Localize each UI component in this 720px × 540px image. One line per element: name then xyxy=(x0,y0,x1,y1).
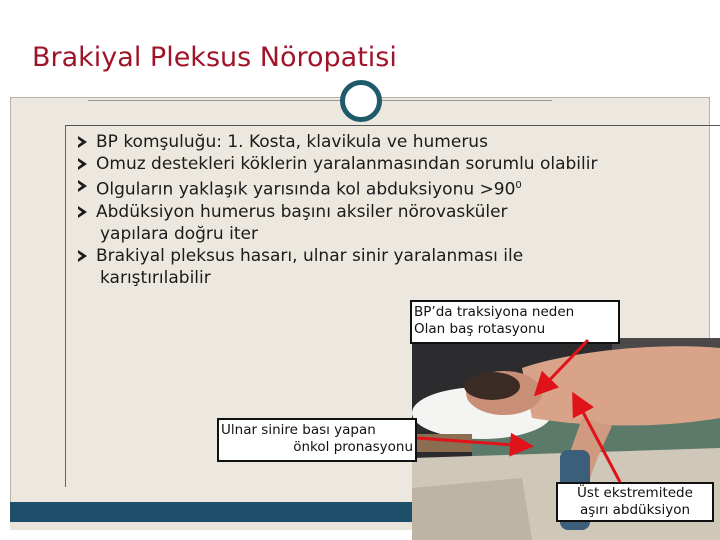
degree-superscript: 0 xyxy=(515,180,522,191)
bullet-item xyxy=(78,153,597,175)
slide-title: Brakiyal Pleksus Nöropatisi xyxy=(32,42,397,73)
bullet-item xyxy=(78,175,597,201)
bullet-item xyxy=(78,201,597,245)
traction-label xyxy=(410,300,620,344)
abduction-label-line2: aşırı abdüksiyon xyxy=(579,502,691,518)
title-circle-ornament xyxy=(340,80,382,122)
ulnar-label-line1: Ulnar sinire bası yapan xyxy=(221,422,376,438)
bullet-item xyxy=(78,245,597,289)
bullet-text-continuation: karıştırılabilir xyxy=(100,267,211,288)
divider-left xyxy=(88,100,340,101)
traction-label-line1: BP’da traksiyona neden xyxy=(414,304,575,320)
divider-right xyxy=(382,100,552,101)
arrow-bullet-icon xyxy=(78,206,87,218)
bullet-text: Abdüksiyon humerus başını aksiler nörovasküler xyxy=(96,201,508,222)
abduction-label xyxy=(556,482,714,522)
bullet-list xyxy=(78,131,597,289)
traction-label-line2: Olan baş rotasyonu xyxy=(414,321,546,337)
arrow-bullet-icon xyxy=(78,158,87,170)
bullet-item xyxy=(78,131,597,153)
bullet-text: Brakiyal pleksus hasarı, ulnar sinir yaralanması ile xyxy=(96,245,524,266)
arrow-bullet-icon xyxy=(78,136,87,148)
ulnar-label-line2: önkol pronasyonu xyxy=(293,439,413,455)
bullet-text-continuation: yapılara doğru iter xyxy=(100,223,258,244)
bullet-text: Olguların yaklaşık yarısında kol abduksiyonu >90 xyxy=(96,179,516,200)
arrow-bullet-icon xyxy=(78,180,87,192)
bullet-text: BP komşuluğu: 1. Kosta, klavikula ve humerus xyxy=(96,132,488,152)
abduction-label-line1: Üst ekstremitede xyxy=(577,485,693,501)
bullet-text: Omuz destekleri köklerin yaralanmasından sorumlu olabilir xyxy=(96,154,598,174)
ulnar-label xyxy=(217,418,417,462)
arrow-bullet-icon xyxy=(78,250,87,262)
